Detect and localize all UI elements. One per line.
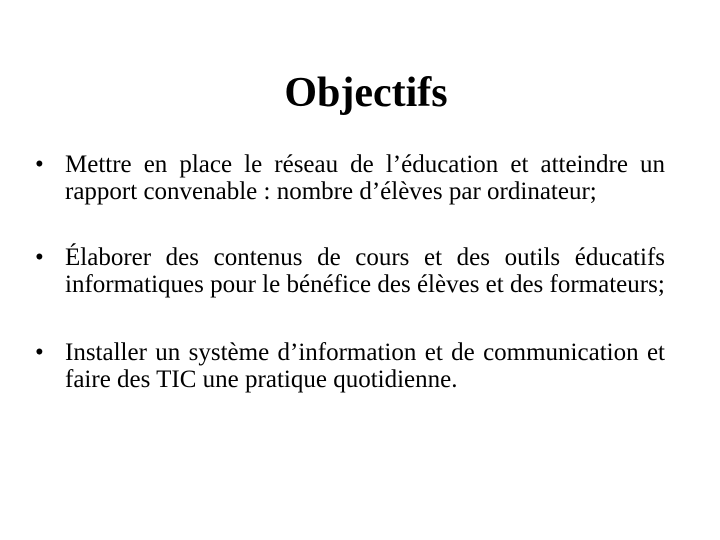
bullet-item	[35, 152, 665, 205]
bullet-icon: •	[35, 151, 44, 178]
bullet-icon: •	[35, 339, 44, 366]
bullet-text: Élaborer des contenus de cours et des outils éducatifs informatiques pour le bénéfice des élèves et des formateurs;	[65, 244, 665, 298]
bullet-item	[35, 340, 665, 393]
bullet-icon: •	[35, 244, 44, 271]
bullet-list	[35, 152, 665, 393]
slide-title: Objectifs	[284, 70, 448, 116]
bullet-text: Installer un système d’information et de communication et faire des TIC une pratique quotidienne.	[65, 339, 665, 393]
bullet-text: Mettre en place le réseau de l’éducation et atteindre un rapport convenable : nombre d’élèves par ordinateur;	[65, 151, 665, 205]
bullet-item	[35, 245, 665, 298]
